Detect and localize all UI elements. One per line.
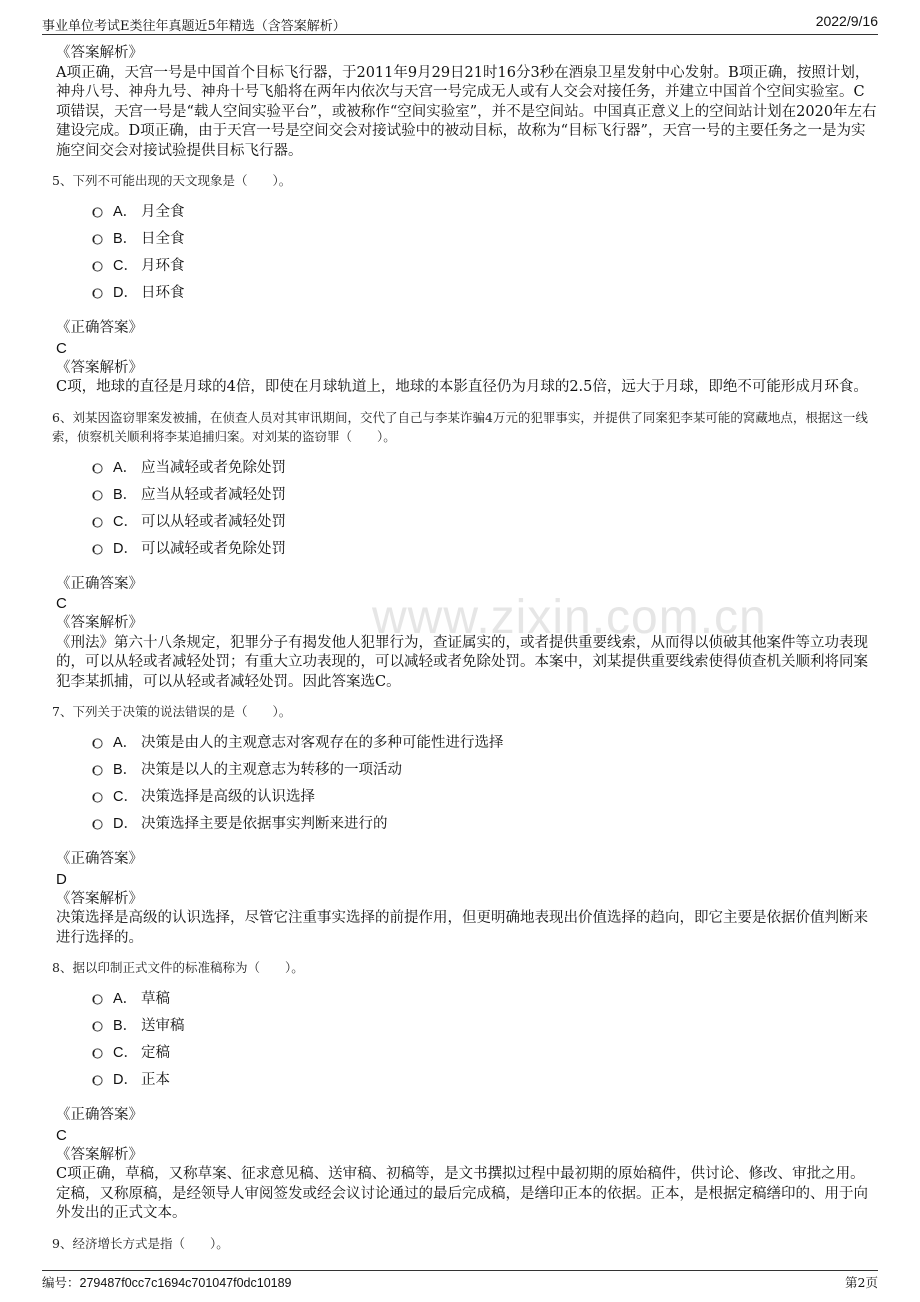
option-item[interactable]	[92, 1065, 878, 1092]
option-text: 决策是由人的主观意志对客观存在的多种可能性进行选择	[141, 735, 504, 751]
radio-button-icon[interactable]	[92, 544, 103, 555]
option-letter: B．	[113, 762, 138, 778]
option-item[interactable]	[92, 755, 878, 782]
radio-button-icon[interactable]	[92, 288, 103, 299]
question-stem: 8、据以印制正式文件的标准稿称为（ ）。	[52, 960, 304, 975]
radio-button-icon[interactable]	[92, 1048, 103, 1059]
radio-button-icon[interactable]	[92, 994, 103, 1005]
option-text: 应当从轻或者减轻处罚	[141, 486, 286, 503]
document-code	[42, 1273, 292, 1291]
option-item[interactable]	[92, 809, 878, 836]
correct-answer-tag: 《正确答案》	[56, 320, 143, 336]
question-item	[52, 171, 878, 398]
option-text: 正本	[141, 1072, 170, 1088]
option-list	[92, 197, 878, 305]
option-letter: D．	[113, 285, 138, 301]
document-title: 事业单位考试E类往年真题近5年精选（含答案解析）	[42, 19, 346, 34]
analysis-tag: 《答案解析》	[56, 890, 143, 907]
option-letter: D．	[113, 816, 138, 832]
question-item	[52, 958, 878, 1224]
option-letter: B．	[113, 231, 138, 247]
option-text: 决策选择是高级的认识选择	[141, 789, 315, 805]
analysis-text: A项正确，天宫一号是中国首个目标飞行器，于2011年9月29日21时16分3秒在酒泉卫星发射中心发射。B项正确，按照计划，神舟八号、神舟九号、神舟十号飞船将在两年内依次与天宫一号完成无人或有人交会对接任务，并建立中国首个空间实验室。C项错误，天宫一号是“载人空间实验平台”，或被称作“空间实验室”，并不是空间站。中国真正意义上的空间站计划在2020年左右建设完成。D项正确，由于天宫一号是空间交会对接试验中的被动目标，故称为“目标飞行器”，天宫一号的主要任务之一是为实施空间交会对接试验提供目标飞行器。	[56, 64, 877, 159]
document-date: 2022/9/16	[815, 13, 878, 29]
page-footer	[42, 1270, 878, 1291]
option-item[interactable]	[92, 480, 878, 507]
radio-button-icon[interactable]	[92, 517, 103, 528]
option-text: 定稿	[141, 1045, 170, 1061]
option-letter: A．	[113, 204, 138, 220]
option-item[interactable]	[92, 782, 878, 809]
radio-button-icon[interactable]	[92, 207, 103, 218]
question-item	[52, 702, 878, 948]
option-letter: C．	[113, 258, 138, 274]
watermark: www.zixin.com.cn	[372, 591, 767, 644]
option-letter: D．	[113, 1072, 138, 1088]
correct-answer: C	[56, 1126, 67, 1144]
question-list	[52, 171, 878, 1224]
analysis-text: C项正确，草稿，又称草案、征求意见稿、送审稿、初稿等，是文书撰拟过程中最初期的原始稿件，供讨论、修改、审批之用。定稿，又称原稿，是经领导人审阅签发或经会议讨论通过的最后完成稿，是缮印正本的依据。正本，是根据定稿缮印的、用于向外发出的正式文本。	[56, 1166, 868, 1221]
option-item[interactable]	[92, 453, 878, 480]
question-stem: 5、下列不可能出现的天文现象是（ ）。	[52, 173, 292, 188]
correct-answer: D	[56, 870, 67, 888]
option-item[interactable]	[92, 278, 878, 305]
radio-button-icon[interactable]	[92, 738, 103, 749]
option-letter: C．	[113, 1045, 138, 1061]
option-item[interactable]	[92, 251, 878, 278]
radio-button-icon[interactable]	[92, 1021, 103, 1032]
analysis-text: C项，地球的直径是月球的4倍，即使在月球轨道上，地球的本影直径仍为月球的2.5倍，远大于月球，即绝不可能形成月环食。	[56, 379, 868, 395]
option-letter: A．	[113, 735, 138, 751]
analysis-text: 《刑法》第六十八条规定，犯罪分子有揭发他人犯罪行为，查证属实的，或者提供重要线索，从而得以侦破其他案件等立功表现的，可以从轻或者减轻处罚；有重大立功表现的，可以减轻或者免除处罚。本案中，刘某提供重要线索使得侦查机关顺利将同案犯李某抓捕，可以从轻或者减轻处罚。因此答案选C。	[56, 634, 868, 690]
document-code-label: 编号：	[42, 1275, 80, 1290]
correct-answer-tag: 《正确答案》	[56, 575, 143, 592]
option-text: 决策是以人的主观意志为转移的一项活动	[141, 762, 402, 778]
radio-button-icon[interactable]	[92, 1075, 103, 1086]
option-text: 决策选择主要是依据事实判断来进行的	[141, 816, 388, 832]
option-text: 月环食	[141, 258, 185, 274]
option-item[interactable]	[92, 197, 878, 224]
radio-button-icon[interactable]	[92, 792, 103, 803]
correct-answer-tag: 《正确答案》	[56, 1107, 143, 1123]
option-item[interactable]	[92, 1038, 878, 1065]
option-letter: D．	[113, 540, 138, 557]
option-letter: A．	[113, 991, 138, 1007]
option-text: 月全食	[141, 204, 185, 220]
analysis-tag: 《答案解析》	[56, 45, 143, 61]
option-text: 可以从轻或者减轻处罚	[141, 513, 286, 530]
option-text: 可以减轻或者免除处罚	[141, 540, 286, 557]
radio-button-icon[interactable]	[92, 234, 103, 245]
option-letter: B．	[113, 1018, 138, 1034]
page-number: 第2页	[845, 1275, 878, 1290]
option-list	[92, 984, 878, 1092]
analysis-tag: 《答案解析》	[56, 615, 143, 631]
option-item[interactable]	[92, 507, 878, 534]
radio-button-icon[interactable]	[92, 463, 103, 474]
option-text: 日环食	[141, 285, 185, 301]
option-letter: C．	[113, 789, 138, 805]
question-item	[52, 408, 878, 693]
page-content	[52, 44, 878, 1253]
option-item[interactable]	[92, 534, 878, 561]
option-item[interactable]	[92, 1011, 878, 1038]
analysis-tag: 《答案解析》	[56, 1146, 143, 1163]
option-text: 应当减轻或者免除处罚	[141, 459, 286, 476]
radio-button-icon[interactable]	[92, 819, 103, 830]
correct-answer: C	[56, 595, 67, 612]
option-letter: A．	[113, 459, 138, 476]
option-item[interactable]	[92, 224, 878, 251]
option-text: 送审稿	[141, 1018, 185, 1034]
option-item[interactable]	[92, 984, 878, 1011]
question-stem: 6、刘某因盗窃罪案发被捕，在侦查人员对其审讯期间，交代了自己与李某诈骗4万元的犯罪事实，并提供了同案犯李某可能的窝藏地点，根据这一线索，侦察机关顺利将李某追捕归案。对刘某的盗窃罪（ ）。	[52, 409, 868, 444]
analysis-tag: 《答案解析》	[56, 359, 143, 376]
page-header	[42, 12, 878, 35]
option-list	[92, 728, 878, 836]
option-item[interactable]	[92, 728, 878, 755]
question-stem: 9、经济增长方式是指（ ）。	[52, 1235, 229, 1251]
document-code-value: 279487f0cc7c1694c701047f0dc10189	[79, 1276, 292, 1290]
radio-button-icon[interactable]	[92, 490, 103, 501]
radio-button-icon[interactable]	[92, 261, 103, 272]
radio-button-icon[interactable]	[92, 765, 103, 776]
option-text: 草稿	[141, 991, 170, 1007]
option-text: 日全食	[141, 231, 185, 247]
correct-answer-tag: 《正确答案》	[56, 851, 143, 867]
analysis-text: 决策选择是高级的认识选择，尽管它注重事实选择的前提作用，但更明确地表现出价值选择的趋向，即它主要是依据价值判断来进行选择的。	[56, 910, 868, 946]
option-list	[92, 453, 878, 561]
option-letter: C．	[113, 513, 138, 530]
question-stem: 7、下列关于决策的说法错误的是（ ）。	[52, 704, 292, 719]
correct-answer: C	[56, 339, 67, 357]
option-letter: B．	[113, 486, 138, 503]
